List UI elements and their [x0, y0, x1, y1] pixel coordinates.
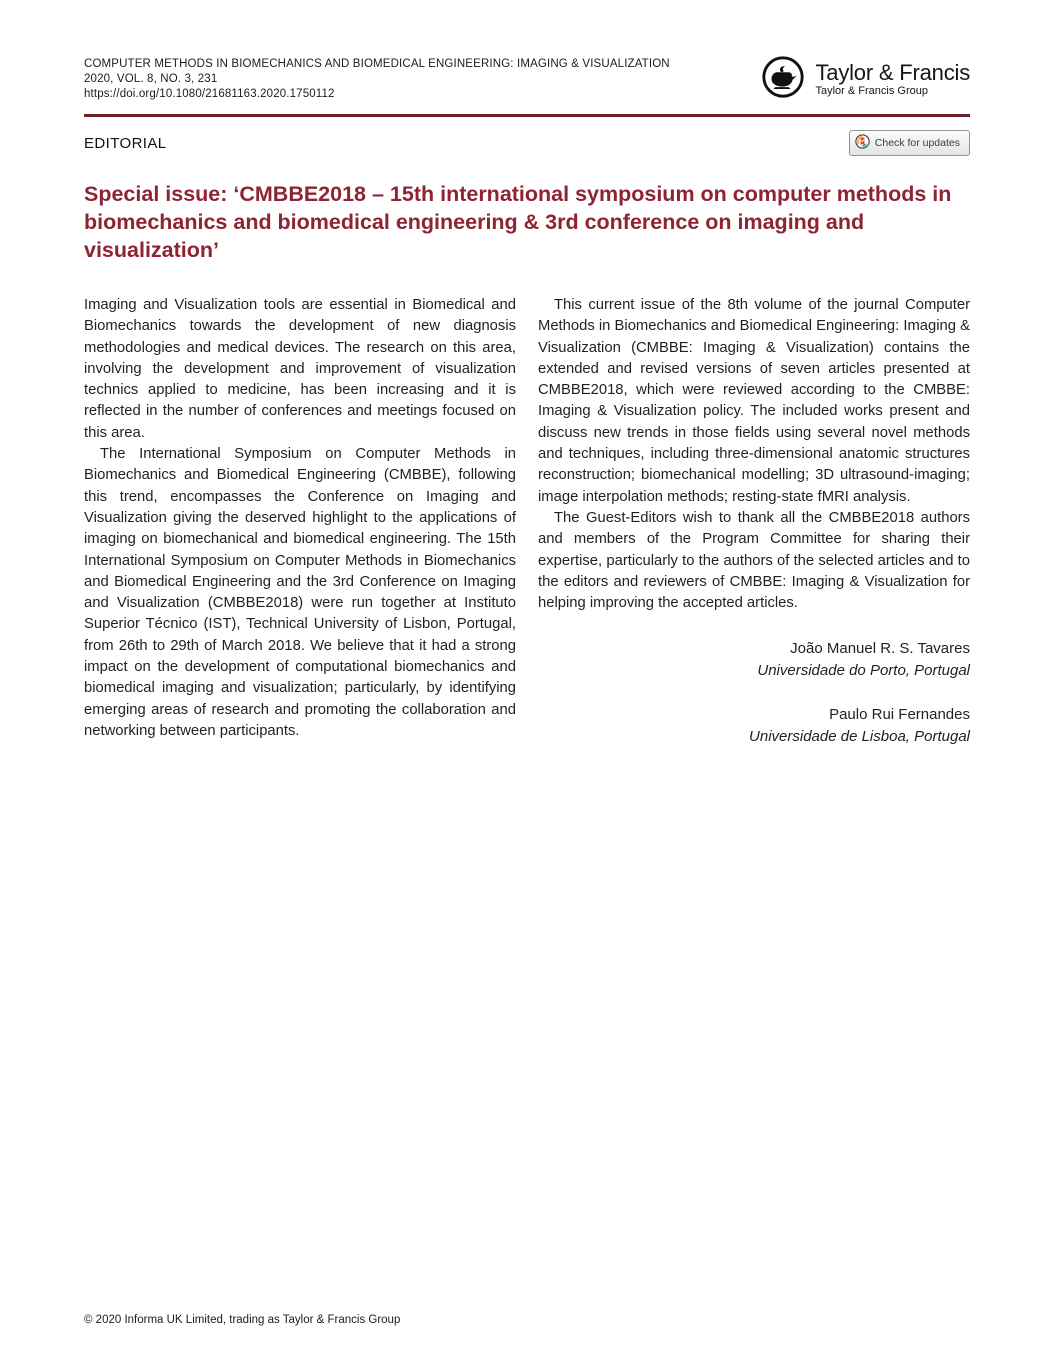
paragraph: The Guest-Editors wish to thank all the CMBBE2018 authors and members of the Program Committee for sharing their expertise, particularly to the authors of the selected articles and to the editors and reviewers of CMBBE: Imaging & Visualization for helping improving the accepted articles. [538, 509, 970, 612]
check-for-updates-label: Check for updates [874, 137, 960, 149]
crossmark-icon [855, 134, 870, 152]
author-name: Paulo Rui Fernandes [829, 706, 970, 724]
masthead [0, 0, 1052, 105]
signature-block [538, 704, 970, 748]
copyright-footer: © 2020 Informa UK Limited, trading as Taylor & Francis Group [84, 1314, 401, 1326]
header-divider [84, 114, 970, 117]
taylor-francis-name: Taylor & Francis [815, 60, 970, 85]
left-column [84, 295, 516, 748]
author-affiliation: Universidade do Porto, Portugal [757, 662, 970, 680]
taylor-francis-logo [760, 54, 970, 105]
taylor-francis-group-label: Taylor & Francis Group [815, 85, 928, 97]
taylor-francis-lamp-icon [760, 54, 806, 105]
article-title: Special issue: ‘CMBBE2018 – 15th international symposium on computer methods in biomechanics and biomedical engineering & 3rd conference on imaging and visualization’ [84, 182, 952, 262]
right-column [538, 295, 970, 748]
paragraph: The International Symposium on Computer Methods in Biomechanics and Biomedical Engineering (CMBBE), following this trend, encompasses the Conference on Imaging and Visualization giving the deserved highlight to the applications of imaging on biomechanical and biomedical engineering. The 15th International Symposium on Computer Methods in Biomechanics and Biomedical Engineering and the 3rd Conference on Imaging and Visualization (CMBBE2018) were run together at Instituto Superior Técnico (IST), Technical University of Lisbon, Portugal, from 26th to 29th of March 2018. We believe that it had a strong impact on the development of computational biomechanics and biomedical imaging and visualization; particularly, by identifying emerging areas of research and promoting the collaboration and networking between participants. [84, 446, 516, 739]
signature-block [538, 638, 970, 682]
doi-link[interactable]: https://doi.org/10.1080/21681163.2020.1750112 [84, 88, 335, 100]
check-for-updates-button[interactable] [849, 130, 970, 156]
journal-meta [84, 57, 670, 102]
signatures [538, 638, 970, 748]
journal-citation: 2020, VOL. 8, NO. 3, 231 [84, 73, 218, 85]
article-body [84, 295, 970, 748]
author-name: João Manuel R. S. Tavares [790, 640, 970, 658]
paragraph: Imaging and Visualization tools are essential in Biomedical and Biomechanics towards the development of new diagnosis methodologies and medical devices. The research on this area, involving the development and improvement of visualization technics applied to medicine, has been increasing and it is reflected in the number of conferences and meetings focused on this area. [84, 297, 516, 441]
article-type-label: EDITORIAL [84, 134, 167, 152]
journal-title: COMPUTER METHODS IN BIOMECHANICS AND BIOMEDICAL ENGINEERING: IMAGING & VISUALIZATION [84, 58, 670, 70]
taylor-francis-wordmark [815, 61, 970, 98]
paragraph: This current issue of the 8th volume of the journal Computer Methods in Biomechanics and Biomedical Engineering: Imaging & Visualization (CMBBE: Imaging & Visualization) contains the extended and revised versions of seven articles presented at CMBBE2018, which were reviewed according to the CMBBE: Imaging & Visualization policy. The included works present and discuss new trends in those fields using several novel methods and techniques, including three-dimensional anatomic structures reconstruction; biomechanical modelling; 3D ultrasound-imaging; image interpolation methods; resting-state fMRI analysis. [538, 297, 970, 505]
kicker-row [84, 130, 970, 156]
author-affiliation: Universidade de Lisboa, Portugal [749, 728, 970, 746]
